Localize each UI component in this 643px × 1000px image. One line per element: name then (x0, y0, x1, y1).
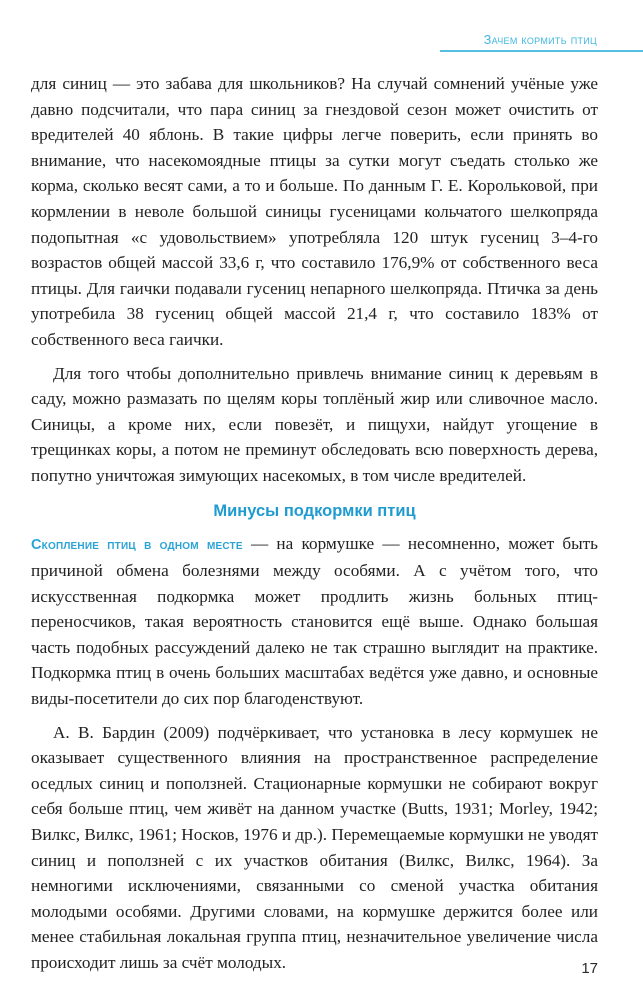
paragraph-1: для синиц — это забава для школьников? На случай сомнений учёные уже давно подсчитали, что пара синиц за гнездовой сезон может очистить от вредителей 40 яблонь. В такие цифры легче поверить, если принять во внимание, что насекомоядные птицы за сутки могут съедать столько же корма, сколько весят сами, а то и больше. По данным Г. Е. Корольковой, при кормлении в неволе большой синицы гусеницами кольчатого шелкопряда подопытная «с удовольствием» употребляла 120 штук гусениц 3–4-го возрастов общей массой 33,6 г, что составило 176,9% от собственного веса птицы. Для гаички подавали гусениц непарного шелкопряда. Птичка за день употребила 38 гусениц общей массой 21,4 г, что составило 183% от собственного веса гаички. (31, 74, 598, 349)
section-heading: Минусы подкормки птиц (213, 501, 416, 520)
page-body (31, 71, 598, 976)
run-in-heading: Скопление птиц в одном месте (31, 536, 243, 553)
paragraph-4: А. В. Бардин (2009) подчёркивает, что установка в лесу кормушек не оказывает существенного влияния на пространственное распределение оседлых синиц и поползней. Стационарные кормушки не собирают вокруг себя больше птиц, чем живёт на данном участке (Butts, 1931; Morley, 1942; Вилкс, Вилкс, 1961; Носков, 1976 и др.). Перемещаемые кормушки не уводят синиц и поползней с их участков обитания (Вилкс, Вилкс, 1964). За немногими исключениями, связанными со сменой участка обитания молодыми особями. Другими словами, на кормушке держится более или менее стабильная локальная группа птиц, незначительное увеличение числа происходит лишь за счёт молодых. (31, 722, 598, 972)
page-number: 17 (581, 960, 598, 977)
running-header-title: Зачем кормить птиц (483, 33, 597, 47)
header-rule (440, 50, 643, 52)
paragraph-3-text: — на кормушке — несомненно, может быть причиной обмена болезнями между особями. А с учётом того, что искусственная подкормка может продлить жизнь больных птиц-переносчиков, такая вероятность становится ещё выше. Однако большая часть подобных рассуждений далеко не так страшно выглядит на практике. Подкормка птиц в очень больших масштабах ведётся уже давно, и основные виды-посетители до сих пор благоденствуют. (31, 533, 598, 709)
paragraph-2: Для того чтобы дополнительно привлечь внимание синиц к деревьям в саду, можно размазать по щелям коры топлёный жир или сливочное масло. Синицы, а кроме них, если повезёт, и пищухи, найдут угощение в трещинках коры, а потом не преминут обследовать всю поверхность дерева, попутно уничтожая зимующих насекомых, в том числе вредителей. (31, 363, 598, 485)
paragraph-3 (31, 531, 598, 712)
